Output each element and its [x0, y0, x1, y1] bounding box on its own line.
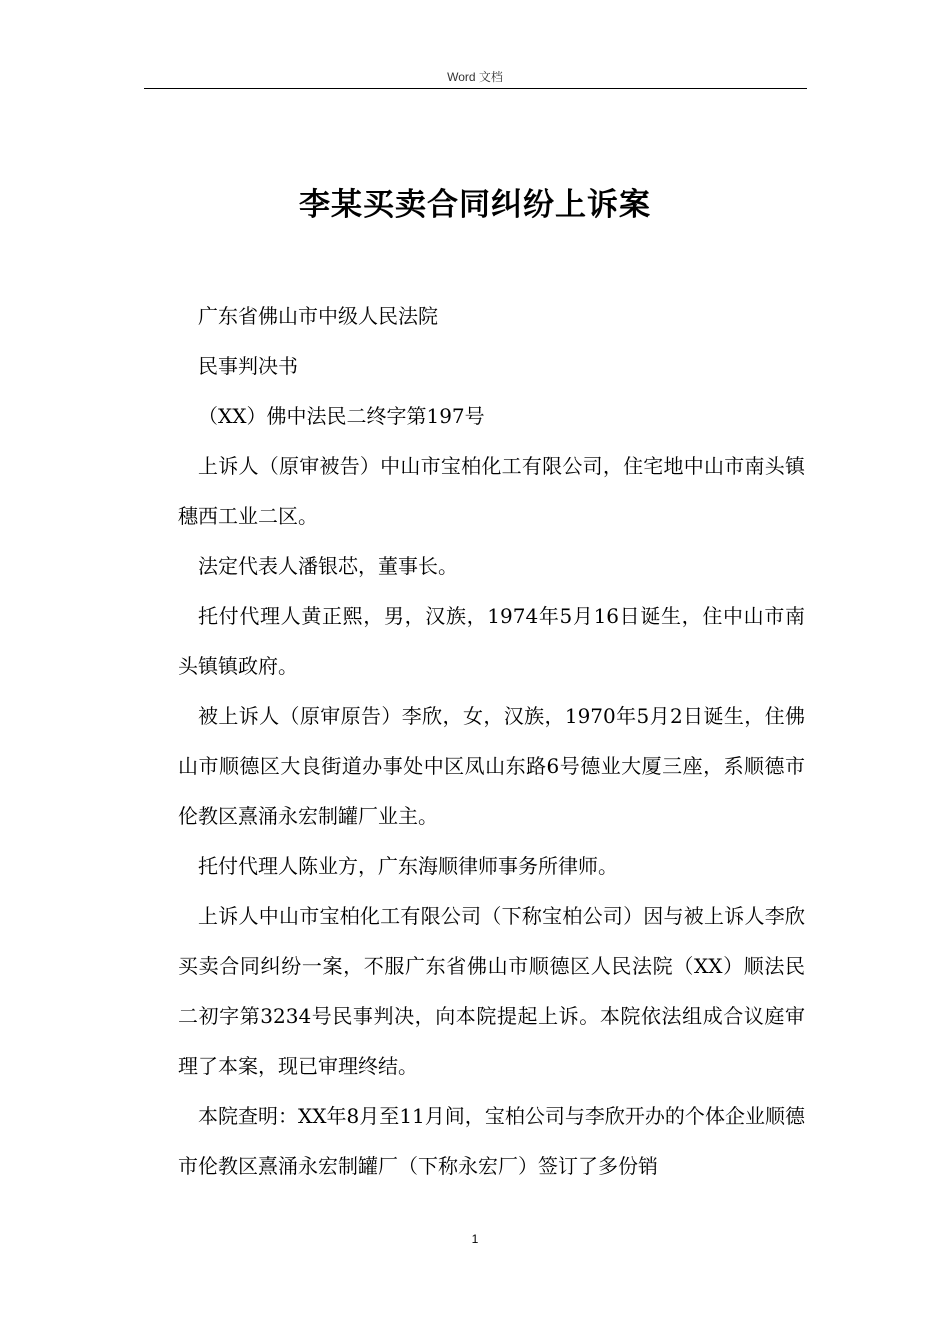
- case-number: （XX）佛中法民二终字第197号: [198, 404, 485, 428]
- facts-found-paragraph: 本院查明：XX年8月至11月间，宝柏公司与李欣开办的个体企业顺德市伦教区熹涌永宏制罐厂（下称永宏厂）签订了多份销: [178, 1104, 805, 1178]
- document-title: 李某买卖合同纠纷上诉案: [299, 186, 651, 223]
- appellant-agent-paragraph: 托付代理人黄正熙，男，汉族，1974年5月16日诞生，住中山市南头镇镇政府。: [178, 604, 805, 678]
- page-number: 1: [471, 1232, 479, 1246]
- appellee-paragraph: 被上诉人（原审原告）李欣，女，汉族，1970年5月2日诞生，住佛山市顺德区大良街道办事处中区凤山东路6号德业大厦三座，系顺德市伦教区熹涌永宏制罐厂业主。: [178, 704, 805, 828]
- court-name: 广东省佛山市中级人民法院: [198, 304, 438, 328]
- page-header: Word 文档: [447, 70, 503, 84]
- appellee-agent-paragraph: 托付代理人陈业方，广东海顺律师事务所律师。: [198, 854, 618, 878]
- header-divider: [144, 88, 807, 89]
- document-type: 民事判决书: [198, 354, 298, 378]
- case-background-paragraph: 上诉人中山市宝柏化工有限公司（下称宝柏公司）因与被上诉人李欣买卖合同纠纷一案，不服广东省佛山市顺德区人民法院（XX）顺法民二初字第3234号民事判决，向本院提起上诉。本院依法组成合议庭审理了本案，现已审理终结。: [178, 904, 805, 1078]
- appellant-paragraph: 上诉人（原审被告）中山市宝柏化工有限公司，住宅地中山市南头镇穗西工业二区。: [178, 454, 805, 528]
- document-body: [178, 291, 805, 1191]
- legal-representative-paragraph: 法定代表人潘银芯，董事长。: [198, 554, 458, 578]
